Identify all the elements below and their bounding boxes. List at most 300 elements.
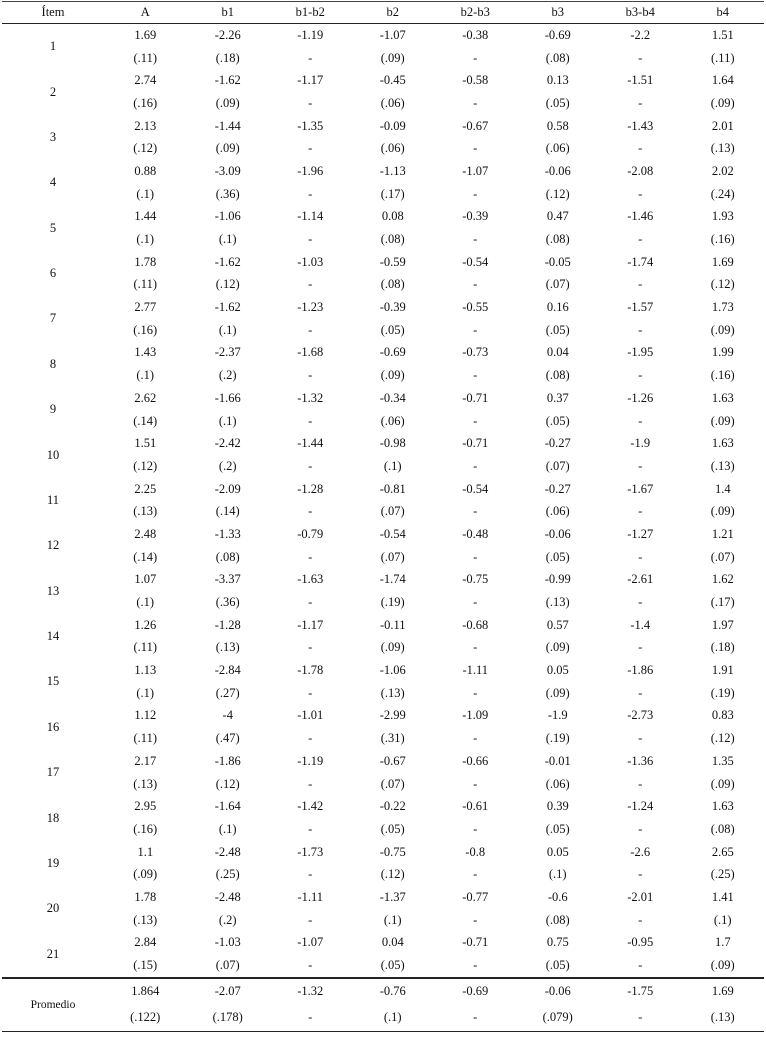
item-row-standard-errors [2, 92, 764, 115]
estimate-cell: -1.42 [297, 799, 324, 814]
standard-error-cell: - [473, 867, 478, 882]
standard-error-cell: - [638, 458, 643, 473]
standard-error-cell: - [308, 368, 313, 383]
estimate-cell: -1.28 [297, 481, 324, 496]
estimate-cell: 2.25 [134, 481, 157, 496]
standard-error-cell: (.09) [380, 368, 405, 383]
item-number: 13 [46, 583, 60, 598]
standard-error-cell: (.1) [548, 867, 567, 882]
standard-error-cell: - [638, 232, 643, 247]
standard-error-cell: (.13) [133, 912, 158, 927]
item-row-standard-errors [2, 591, 764, 614]
estimate-cell: -0.05 [544, 254, 571, 269]
estimate-cell: -1.4 [630, 617, 651, 632]
item-row-estimates [2, 705, 764, 728]
standard-error-cell: (.08) [545, 912, 570, 927]
estimate-cell: -0.34 [379, 390, 406, 405]
standard-error-cell: - [308, 640, 313, 655]
standard-error-cell: (.11) [133, 731, 157, 746]
standard-error-cell: (.11) [711, 50, 735, 65]
estimate-cell: -1.06 [214, 209, 241, 224]
standard-error-cell: - [308, 595, 313, 610]
standard-error-cell: (.36) [215, 595, 240, 610]
header-b1-b2: b1-b2 [269, 2, 352, 24]
standard-error-cell: - [308, 50, 313, 65]
estimate-cell: -0.09 [379, 118, 406, 133]
item-row-estimates [2, 115, 764, 138]
item-number: 8 [49, 356, 57, 371]
estimate-cell: 0.04 [546, 345, 569, 360]
standard-error-cell: (.06) [545, 141, 570, 156]
summary-estimate-cell: -0.06 [517, 978, 600, 1005]
standard-error-cell: (.13) [215, 640, 240, 655]
standard-error-cell: (.13) [710, 458, 735, 473]
estimate-cell: -1.07 [462, 163, 489, 178]
estimate-cell: -1.78 [297, 663, 324, 678]
item-row-estimates [2, 69, 764, 92]
standard-error-cell: (.12) [133, 141, 158, 156]
item-number: 19 [46, 855, 60, 870]
standard-error-cell: (.08) [545, 232, 570, 247]
estimate-cell: 1.93 [711, 209, 734, 224]
estimate-cell: -1.03 [297, 254, 324, 269]
item-number: 3 [49, 129, 57, 144]
item-number: 4 [49, 175, 57, 190]
item-number: 21 [46, 946, 60, 961]
estimate-cell: -1.63 [297, 572, 324, 587]
item-row-standard-errors [2, 909, 764, 932]
item-number: 12 [46, 538, 60, 553]
estimate-cell: -1.01 [297, 708, 324, 723]
estimate-cell: 1.35 [711, 753, 734, 768]
estimate-cell: -0.39 [379, 300, 406, 315]
standard-error-cell: (.07) [380, 549, 405, 564]
standard-error-cell: (.09) [133, 867, 158, 882]
estimate-cell: 1.97 [711, 617, 734, 632]
standard-error-cell: (.09) [215, 95, 240, 110]
estimate-cell: -4 [222, 708, 233, 723]
estimate-cell: -1.23 [297, 300, 324, 315]
estimate-cell: -0.27 [544, 436, 571, 451]
item-row-estimates [2, 659, 764, 682]
item-row-estimates [2, 251, 764, 274]
standard-error-cell: - [473, 50, 478, 65]
summary-estimate-cell: -0.76 [352, 978, 435, 1005]
estimate-cell: -0.38 [462, 27, 489, 42]
estimate-cell: -0.06 [544, 526, 571, 541]
standard-error-cell: (.1) [218, 322, 237, 337]
estimate-cell: -1.67 [627, 481, 654, 496]
estimate-cell: -1.68 [297, 345, 324, 360]
standard-error-cell: - [473, 595, 478, 610]
standard-error-cell: (.09) [710, 322, 735, 337]
estimate-cell: -0.95 [627, 935, 654, 950]
standard-error-cell: - [308, 458, 313, 473]
standard-error-cell: (.06) [380, 413, 405, 428]
summary-standard-error-cell: (.079) [517, 1005, 600, 1032]
estimate-cell: -2.84 [214, 663, 241, 678]
standard-error-cell: (.12) [710, 277, 735, 292]
estimate-cell: -0.67 [379, 753, 406, 768]
estimate-cell: -0.48 [462, 526, 489, 541]
summary-estimate-cell: -2.07 [187, 978, 270, 1005]
standard-error-cell: (.17) [710, 595, 735, 610]
item-number: 11 [46, 492, 60, 507]
estimate-cell: -1.62 [214, 254, 241, 269]
standard-error-cell: - [473, 413, 478, 428]
standard-error-cell: (.18) [710, 640, 735, 655]
estimate-cell: -0.8 [465, 844, 486, 859]
standard-error-cell: (.07) [545, 277, 570, 292]
estimate-cell: -1.09 [462, 708, 489, 723]
table-body [2, 24, 764, 978]
standard-error-cell: (.05) [380, 821, 405, 836]
standard-error-cell: - [308, 232, 313, 247]
standard-error-cell: - [308, 912, 313, 927]
estimate-cell: -1.43 [627, 118, 654, 133]
summary-standard-error-cell: - [434, 1005, 517, 1032]
standard-error-cell: - [473, 685, 478, 700]
estimate-cell: -1.95 [627, 345, 654, 360]
estimate-cell: -1.17 [297, 73, 324, 88]
standard-error-cell: (.05) [545, 549, 570, 564]
estimate-cell: -2.09 [214, 481, 241, 496]
estimate-cell: -1.44 [297, 436, 324, 451]
item-number: 2 [49, 84, 57, 99]
standard-error-cell: - [473, 186, 478, 201]
estimate-cell: 0.57 [546, 617, 569, 632]
standard-error-cell: - [308, 322, 313, 337]
estimate-cell: 1.26 [134, 617, 157, 632]
estimate-cell: -2.26 [214, 27, 241, 42]
estimate-cell: -1.46 [627, 209, 654, 224]
estimate-cell: -2.08 [627, 163, 654, 178]
standard-error-cell: - [308, 685, 313, 700]
standard-error-cell: (.14) [215, 504, 240, 519]
estimate-cell: 1.51 [711, 27, 734, 42]
standard-error-cell: (.09) [380, 50, 405, 65]
standard-error-cell: (.09) [710, 95, 735, 110]
estimate-cell: -0.77 [462, 889, 489, 904]
standard-error-cell: (.06) [380, 141, 405, 156]
estimate-cell: 2.62 [134, 390, 157, 405]
item-row-standard-errors [2, 546, 764, 569]
estimate-cell: -0.73 [462, 345, 489, 360]
estimate-cell: -0.67 [462, 118, 489, 133]
estimate-cell: 0.39 [546, 799, 569, 814]
standard-error-cell: (.06) [545, 776, 570, 791]
standard-error-cell: - [473, 95, 478, 110]
estimate-cell: -2.48 [214, 844, 241, 859]
estimate-cell: 1.63 [711, 390, 734, 405]
estimate-cell: 1.91 [711, 663, 734, 678]
standard-error-cell: (.19) [380, 595, 405, 610]
estimate-cell: -1.74 [627, 254, 654, 269]
estimate-cell: 1.13 [134, 663, 157, 678]
standard-error-cell: (.05) [545, 958, 570, 973]
summary-standard-error-cell: - [269, 1005, 352, 1032]
standard-error-cell: - [308, 504, 313, 519]
estimate-cell: -1.33 [214, 526, 241, 541]
standard-error-cell: - [638, 50, 643, 65]
estimate-cell: -1.73 [297, 844, 324, 859]
item-row-standard-errors [2, 863, 764, 886]
standard-error-cell: (.16) [133, 322, 158, 337]
estimate-cell: 1.69 [134, 27, 157, 42]
standard-error-cell: - [473, 549, 478, 564]
item-row-estimates [2, 24, 764, 47]
standard-error-cell: (.13) [380, 685, 405, 700]
standard-error-cell: (.12) [215, 776, 240, 791]
standard-error-cell: (.1) [218, 821, 237, 836]
estimate-cell: -2.2 [630, 27, 651, 42]
standard-error-cell: (.16) [710, 232, 735, 247]
estimate-cell: -0.6 [547, 889, 568, 904]
summary-standard-error-cell: (.13) [682, 1005, 765, 1032]
estimate-cell: 1.62 [711, 572, 734, 587]
standard-error-cell: (.12) [545, 186, 570, 201]
summary-estimate-cell: 1.864 [104, 978, 187, 1005]
estimate-cell: 1.51 [134, 436, 157, 451]
standard-error-cell: - [638, 821, 643, 836]
estimate-cell: -1.62 [214, 300, 241, 315]
estimate-cell: -1.17 [297, 617, 324, 632]
standard-error-cell: - [473, 322, 478, 337]
estimate-cell: 2.02 [711, 163, 734, 178]
estimate-cell: 1.99 [711, 345, 734, 360]
estimate-cell: -1.19 [297, 27, 324, 42]
estimate-cell: -1.44 [214, 118, 241, 133]
estimate-cell: -2.99 [379, 708, 406, 723]
estimate-cell: 1.64 [711, 73, 734, 88]
estimate-cell: -0.75 [462, 572, 489, 587]
item-number: 1 [49, 39, 57, 54]
standard-error-cell: (.08) [545, 50, 570, 65]
item-row-estimates [2, 886, 764, 909]
item-row-estimates [2, 523, 764, 546]
summary-estimate-cell: -1.32 [269, 978, 352, 1005]
estimate-cell: 1.41 [711, 889, 734, 904]
header-b2: b2 [352, 2, 435, 24]
estimate-cell: -1.9 [547, 708, 568, 723]
item-row-standard-errors [2, 637, 764, 660]
standard-error-cell: - [638, 958, 643, 973]
item-row-estimates [2, 160, 764, 183]
standard-error-cell: - [638, 322, 643, 337]
item-row-standard-errors [2, 137, 764, 160]
standard-error-cell: (.24) [710, 186, 735, 201]
estimate-cell: -1.86 [627, 663, 654, 678]
standard-error-cell: - [638, 549, 643, 564]
standard-error-cell: (.12) [133, 458, 158, 473]
estimate-cell: -2.37 [214, 345, 241, 360]
standard-error-cell: (.05) [380, 958, 405, 973]
standard-error-cell: (.19) [710, 685, 735, 700]
item-row-estimates [2, 296, 764, 319]
estimate-cell: -1.35 [297, 118, 324, 133]
item-row-estimates [2, 387, 764, 410]
estimate-cell: 0.58 [546, 118, 569, 133]
standard-error-cell: (.06) [545, 504, 570, 519]
standard-error-cell: (.1) [136, 685, 155, 700]
standard-error-cell: - [638, 413, 643, 428]
estimate-cell: -3.09 [214, 163, 241, 178]
standard-error-cell: (.08) [710, 821, 735, 836]
estimate-cell: -2.01 [627, 889, 654, 904]
standard-error-cell: - [638, 141, 643, 156]
standard-error-cell: (.31) [380, 731, 405, 746]
standard-error-cell: (.05) [545, 413, 570, 428]
standard-error-cell: (.1) [136, 595, 155, 610]
standard-error-cell: (.25) [710, 867, 735, 882]
standard-error-cell: (.1) [136, 232, 155, 247]
estimate-cell: 1.07 [134, 572, 157, 587]
item-row-standard-errors [2, 818, 764, 841]
standard-error-cell: - [308, 958, 313, 973]
estimate-cell: -1.36 [627, 753, 654, 768]
estimate-cell: 1.21 [711, 526, 734, 541]
item-number: 17 [46, 765, 60, 780]
standard-error-cell: (.17) [380, 186, 405, 201]
estimate-cell: -1.14 [297, 209, 324, 224]
estimate-cell: -0.58 [462, 73, 489, 88]
item-row-standard-errors [2, 682, 764, 705]
estimate-cell: -1.32 [297, 390, 324, 405]
estimate-cell: -1.64 [214, 799, 241, 814]
estimate-cell: 1.63 [711, 436, 734, 451]
standard-error-cell: (.09) [215, 141, 240, 156]
standard-error-cell: - [638, 277, 643, 292]
item-row-estimates [2, 206, 764, 229]
estimate-cell: 1.43 [134, 345, 157, 360]
estimate-cell: -0.71 [462, 935, 489, 950]
standard-error-cell: - [638, 867, 643, 882]
standard-error-cell: - [308, 821, 313, 836]
summary-section [2, 978, 764, 1032]
standard-error-cell: (.13) [133, 504, 158, 519]
standard-error-cell: - [473, 458, 478, 473]
standard-error-cell: (.1) [218, 413, 237, 428]
estimate-cell: -0.54 [379, 526, 406, 541]
standard-error-cell: (.08) [380, 232, 405, 247]
estimate-cell: 2.65 [711, 844, 734, 859]
standard-error-cell: - [638, 504, 643, 519]
estimate-cell: 2.74 [134, 73, 157, 88]
item-number: 14 [46, 629, 60, 644]
standard-error-cell: (.08) [215, 549, 240, 564]
summary-standard-error-cell: (.178) [187, 1005, 270, 1032]
standard-error-cell: (.13) [133, 776, 158, 791]
estimate-cell: 0.88 [134, 163, 157, 178]
estimate-cell: -1.13 [379, 163, 406, 178]
estimate-cell: -0.45 [379, 73, 406, 88]
item-number: 7 [49, 311, 57, 326]
estimate-cell: -2.73 [627, 708, 654, 723]
estimate-cell: -1.86 [214, 753, 241, 768]
standard-error-cell: (.15) [133, 958, 158, 973]
estimate-cell: 0.13 [546, 73, 569, 88]
estimate-cell: -0.61 [462, 799, 489, 814]
estimate-cell: 1.1 [137, 844, 154, 859]
estimate-cell: 1.44 [134, 209, 157, 224]
standard-error-cell: (.36) [215, 186, 240, 201]
item-row-standard-errors [2, 773, 764, 796]
estimate-cell: 2.77 [134, 300, 157, 315]
estimate-cell: -1.57 [627, 300, 654, 315]
estimate-cell: -1.26 [627, 390, 654, 405]
estimate-cell: -0.98 [379, 436, 406, 451]
standard-error-cell: (.07) [710, 549, 735, 564]
estimate-cell: -0.11 [379, 617, 406, 632]
estimate-cell: 2.48 [134, 526, 157, 541]
estimate-cell: -0.71 [462, 390, 489, 405]
standard-error-cell: (.2) [218, 368, 237, 383]
standard-error-cell: (.05) [545, 322, 570, 337]
summary-standard-error-cell: - [599, 1005, 682, 1032]
estimate-cell: -1.03 [214, 935, 241, 950]
standard-error-cell: (.1) [383, 458, 402, 473]
estimate-cell: 0.75 [546, 935, 569, 950]
estimate-cell: 2.17 [134, 753, 157, 768]
standard-error-cell: (.18) [215, 50, 240, 65]
estimate-cell: 1.4 [714, 481, 731, 496]
header-item: Ítem [2, 2, 104, 24]
estimate-cell: -0.81 [379, 481, 406, 496]
estimate-cell: -0.54 [462, 254, 489, 269]
summary-label: Promedio [2, 978, 104, 1032]
estimate-cell: -1.74 [379, 572, 406, 587]
estimate-cell: -2.48 [214, 889, 241, 904]
item-row-estimates [2, 750, 764, 773]
estimate-cell: 2.13 [134, 118, 157, 133]
standard-error-cell: (.1) [713, 912, 732, 927]
header-a: A [104, 2, 187, 24]
estimate-cell: -1.51 [627, 73, 654, 88]
standard-error-cell: - [473, 958, 478, 973]
standard-error-cell: (.09) [710, 776, 735, 791]
standard-error-cell: (.09) [380, 640, 405, 655]
item-number: 5 [49, 220, 57, 235]
estimate-cell: -0.54 [462, 481, 489, 496]
item-row-standard-errors [2, 364, 764, 387]
standard-error-cell: - [638, 95, 643, 110]
standard-error-cell: (.11) [133, 277, 157, 292]
standard-error-cell: (.14) [133, 549, 158, 564]
estimate-cell: -0.79 [297, 526, 324, 541]
standard-error-cell: - [638, 685, 643, 700]
item-row-standard-errors [2, 727, 764, 750]
standard-error-cell: (.16) [710, 368, 735, 383]
header-b3-b4: b3-b4 [599, 2, 682, 24]
estimate-cell: 1.73 [711, 300, 734, 315]
item-number: 10 [46, 447, 60, 462]
standard-error-cell: (.07) [545, 458, 570, 473]
standard-error-cell: (.05) [545, 821, 570, 836]
item-row-standard-errors [2, 319, 764, 342]
standard-error-cell: (.14) [133, 413, 158, 428]
estimate-cell: -1.27 [627, 526, 654, 541]
standard-error-cell: - [473, 232, 478, 247]
standard-error-cell: (.11) [133, 640, 157, 655]
estimate-cell: -0.68 [462, 617, 489, 632]
standard-error-cell: (.06) [380, 95, 405, 110]
standard-error-cell: - [473, 821, 478, 836]
estimate-cell: -0.55 [462, 300, 489, 315]
item-row-standard-errors [2, 954, 764, 978]
estimate-cell: 0.47 [546, 209, 569, 224]
estimate-cell: -1.06 [379, 663, 406, 678]
standard-error-cell: - [308, 867, 313, 882]
